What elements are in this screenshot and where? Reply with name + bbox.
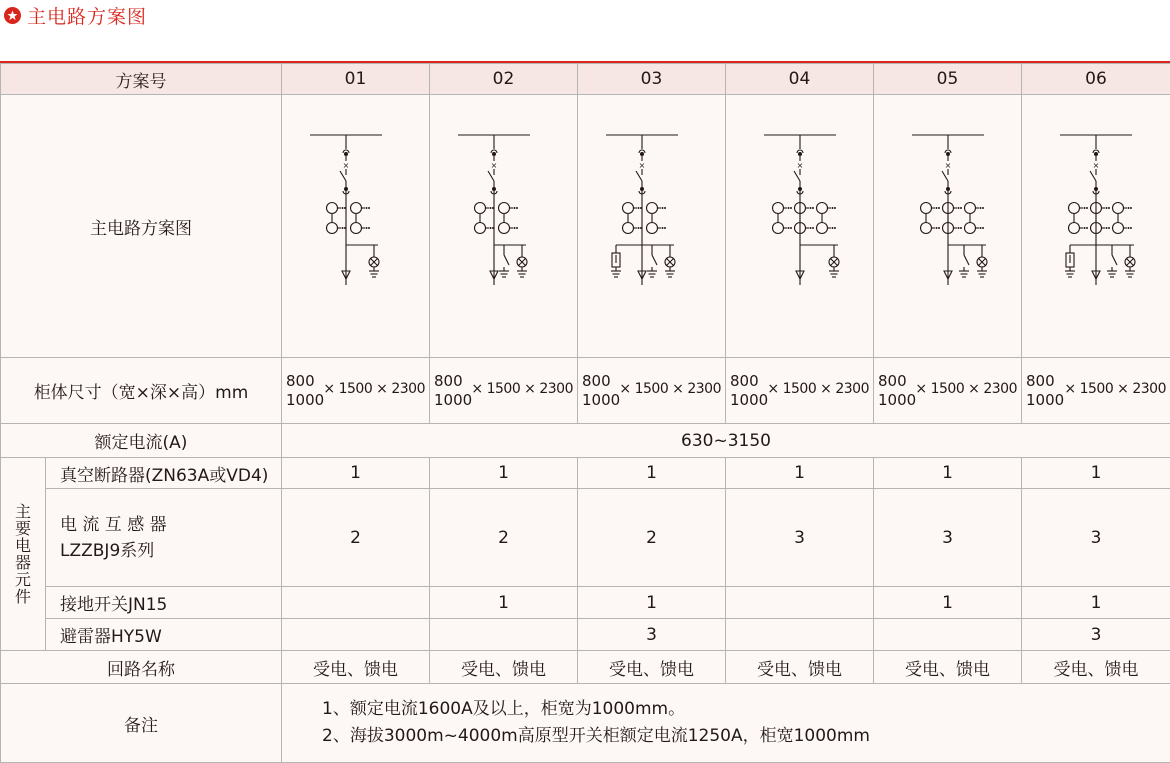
group-label-char: 要 — [1, 520, 45, 537]
current-transformer — [817, 223, 828, 234]
ct-terminal — [514, 207, 516, 209]
component-qty: 3 — [1022, 489, 1170, 587]
earth-switch-blade — [652, 255, 657, 265]
ct-series: LZZBJ9系列 — [60, 538, 281, 564]
component-qty: 2 — [282, 489, 430, 587]
scheme-number: 02 — [430, 64, 578, 95]
ct-terminal — [1084, 227, 1086, 229]
current-transformer — [1113, 203, 1124, 214]
ct-terminal — [1130, 227, 1132, 229]
component-row — [1, 489, 1170, 587]
ct-terminal — [938, 227, 940, 229]
circuit-name: 受电、馈电 — [1022, 651, 1170, 684]
component-qty: 1 — [874, 458, 1022, 489]
contact-dot — [344, 187, 348, 191]
ct-terminal — [492, 227, 494, 229]
component-qty: 2 — [578, 489, 726, 587]
earth-switch-blade — [1112, 255, 1117, 265]
current-transformer — [499, 203, 510, 214]
ct-terminal — [1130, 207, 1132, 209]
current-transformer — [1113, 223, 1124, 234]
component-qty — [874, 619, 1022, 651]
breaker-cross: × — [639, 161, 646, 170]
component-qty: 2 — [430, 489, 578, 587]
component-qty — [726, 619, 874, 651]
current-transformer — [773, 223, 784, 234]
ct-terminal — [490, 227, 492, 229]
ct-terminal — [790, 207, 792, 209]
ct-terminal — [790, 227, 792, 229]
contact-dot — [492, 187, 496, 191]
dimensions-cell — [726, 358, 874, 424]
circuit-diagram — [1022, 95, 1170, 357]
ct-terminal — [664, 207, 666, 209]
component-qty: 1 — [578, 587, 726, 619]
breaker-cross: × — [1093, 161, 1100, 170]
ct-terminal — [958, 207, 960, 209]
current-transformer — [965, 203, 976, 214]
contact-dot — [492, 152, 496, 156]
circuit-name: 受电、馈电 — [874, 651, 1022, 684]
ct-terminal — [982, 207, 984, 209]
dimensions-cell — [430, 358, 578, 424]
depth-height: × 1500 × 2300 — [323, 381, 425, 397]
breaker-blade — [942, 171, 948, 181]
component-row — [1, 587, 1170, 619]
current-transformer — [1069, 223, 1080, 234]
section-title — [4, 2, 147, 28]
contact-dot — [1094, 187, 1098, 191]
ct-terminal — [1108, 227, 1110, 229]
diagram-row — [1, 95, 1170, 358]
group-label-char: 主 — [1, 503, 45, 520]
ct-terminal — [1086, 227, 1088, 229]
ct-terminal — [366, 227, 368, 229]
contact-dot — [946, 187, 950, 191]
ct-terminal — [344, 227, 346, 229]
circuit-name: 受电、馈电 — [282, 651, 430, 684]
current-transformer — [623, 203, 634, 214]
current-transformer — [475, 223, 486, 234]
depth-height: × 1500 × 2300 — [471, 381, 573, 397]
width-1000: 1000 — [434, 391, 472, 410]
ct-terminal — [662, 227, 664, 229]
current-transformer — [351, 203, 362, 214]
diagram-cell — [726, 95, 874, 358]
component-row — [1, 619, 1170, 651]
circuit-diagram — [430, 95, 578, 357]
ct-terminal — [1108, 207, 1110, 209]
ct-terminal — [342, 227, 344, 229]
component-qty: 1 — [1022, 458, 1170, 489]
group-label-char: 电 — [1, 537, 45, 554]
contact-dot — [1094, 152, 1098, 156]
component-qty — [282, 587, 430, 619]
current-transformer — [921, 203, 932, 214]
star-icon — [4, 7, 21, 24]
ct-name: 电 流 互 感 器 — [60, 512, 281, 538]
ct-terminal — [812, 227, 814, 229]
breaker-cross: × — [797, 161, 804, 170]
earth-switch-blade — [964, 255, 969, 265]
breaker-cross: × — [491, 161, 498, 170]
component-qty: 1 — [726, 458, 874, 489]
depth-height: × 1500 × 2300 — [1064, 381, 1166, 397]
breaker-blade — [636, 171, 642, 181]
ct-terminal — [958, 227, 960, 229]
ct-terminal — [960, 227, 962, 229]
current-transformer — [327, 203, 338, 214]
scheme-number: 04 — [726, 64, 874, 95]
component-label: 真空断路器(ZN63A或VD4) — [46, 458, 282, 489]
component-qty: 3 — [726, 489, 874, 587]
group-label-char: 器 — [1, 554, 45, 571]
circuit-name: 受电、馈电 — [726, 651, 874, 684]
current-transformer — [647, 203, 658, 214]
ct-terminal — [516, 227, 518, 229]
depth-height: × 1500 × 2300 — [767, 381, 869, 397]
width-1000: 1000 — [1026, 391, 1064, 410]
width-1000: 1000 — [730, 391, 768, 410]
current-transformer — [1069, 203, 1080, 214]
ct-terminal — [812, 207, 814, 209]
current-transformer — [475, 203, 486, 214]
remarks-text — [282, 684, 1170, 763]
circuit-name: 受电、馈电 — [578, 651, 726, 684]
breaker-blade — [1090, 171, 1096, 181]
ct-terminal — [514, 227, 516, 229]
ct-terminal — [832, 227, 834, 229]
ct-terminal — [664, 227, 666, 229]
ct-terminal — [516, 207, 518, 209]
depth-height: × 1500 × 2300 — [915, 381, 1017, 397]
component-qty — [430, 619, 578, 651]
current-transformer — [773, 203, 784, 214]
section-title-text: 主电路方案图 — [27, 2, 147, 29]
diagram-cell — [874, 95, 1022, 358]
ct-terminal — [980, 227, 982, 229]
remark-line: 2、海拔3000m~4000m高原型开关柜额定电流1250A，柜宽1000mm — [322, 723, 1170, 750]
ct-terminal — [980, 207, 982, 209]
ct-terminal — [1106, 207, 1108, 209]
contact-dot — [946, 152, 950, 156]
ct-terminal — [1106, 227, 1108, 229]
contact-dot — [640, 187, 644, 191]
contact-dot — [798, 152, 802, 156]
width-800: 800 — [286, 372, 324, 391]
width-800: 800 — [582, 372, 620, 391]
ct-terminal — [344, 207, 346, 209]
ct-terminal — [662, 207, 664, 209]
diagram-cell — [1022, 95, 1170, 358]
dimensions-cell — [874, 358, 1022, 424]
component-row — [1, 458, 1170, 489]
group-label-char: 元 — [1, 571, 45, 588]
current-transformer — [647, 223, 658, 234]
component-qty: 1 — [1022, 587, 1170, 619]
component-label — [46, 489, 282, 587]
diagram-row-label: 主电路方案图 — [1, 95, 282, 358]
remarks-row — [1, 684, 1170, 763]
component-qty — [282, 619, 430, 651]
ct-terminal — [368, 207, 370, 209]
component-qty: 1 — [578, 458, 726, 489]
dimensions-row — [1, 358, 1170, 424]
ct-terminal — [936, 227, 938, 229]
ct-terminal — [640, 207, 642, 209]
width-1000: 1000 — [286, 391, 324, 410]
breaker-cross: × — [945, 161, 952, 170]
contact-dot — [640, 152, 644, 156]
circuit-diagram — [282, 95, 430, 357]
component-qty: 3 — [1022, 619, 1170, 651]
dimensions-cell — [1022, 358, 1170, 424]
width-1000: 1000 — [878, 391, 916, 410]
ct-terminal — [936, 207, 938, 209]
circuit-diagram — [578, 95, 726, 357]
diagram-cell — [282, 95, 430, 358]
rated-current-value: 630~3150 — [282, 424, 1170, 458]
ct-terminal — [938, 207, 940, 209]
current-transformer — [351, 223, 362, 234]
remarks-label: 备注 — [1, 684, 282, 763]
ct-terminal — [960, 207, 962, 209]
ct-terminal — [368, 227, 370, 229]
component-label: 避雷器HY5W — [46, 619, 282, 651]
ct-terminal — [1086, 207, 1088, 209]
group-label-char: 件 — [1, 588, 45, 605]
ct-terminal — [1128, 227, 1130, 229]
breaker-blade — [488, 171, 494, 181]
ct-terminal — [1084, 207, 1086, 209]
ct-terminal — [810, 227, 812, 229]
ct-terminal — [810, 207, 812, 209]
breaker-blade — [794, 171, 800, 181]
scheme-number: 06 — [1022, 64, 1170, 95]
contact-dot — [344, 152, 348, 156]
component-qty — [726, 587, 874, 619]
ct-terminal — [1128, 207, 1130, 209]
ct-terminal — [640, 227, 642, 229]
header-label: 方案号 — [1, 64, 282, 95]
width-800: 800 — [878, 372, 916, 391]
ct-terminal — [834, 207, 836, 209]
ct-terminal — [342, 207, 344, 209]
ct-terminal — [366, 207, 368, 209]
ct-terminal — [638, 207, 640, 209]
contact-dot — [798, 187, 802, 191]
component-qty: 3 — [874, 489, 1022, 587]
component-label: 接地开关JN15 — [46, 587, 282, 619]
ct-terminal — [638, 227, 640, 229]
header-row — [1, 64, 1170, 95]
ct-terminal — [788, 207, 790, 209]
remark-line: 1、额定电流1600A及以上，柜宽为1000mm。 — [322, 696, 1170, 723]
width-800: 800 — [730, 372, 768, 391]
circuit-diagram — [726, 95, 874, 357]
scheme-table — [0, 63, 1170, 763]
diagram-cell — [430, 95, 578, 358]
current-transformer — [921, 223, 932, 234]
breaker-blade — [340, 171, 346, 181]
ct-terminal — [834, 227, 836, 229]
component-qty: 1 — [282, 458, 430, 489]
breaker-cross: × — [343, 161, 350, 170]
ct-terminal — [832, 207, 834, 209]
component-qty: 3 — [578, 619, 726, 651]
depth-height: × 1500 × 2300 — [619, 381, 721, 397]
ct-terminal — [788, 227, 790, 229]
ct-terminal — [490, 207, 492, 209]
ct-terminal — [492, 207, 494, 209]
main-components-label — [1, 503, 45, 605]
current-transformer — [623, 223, 634, 234]
circuit-name: 受电、馈电 — [430, 651, 578, 684]
circuit-name-row — [1, 651, 1170, 684]
circuit-diagram — [874, 95, 1022, 357]
dimensions-label: 柜体尺寸（宽×深×高）mm — [1, 358, 282, 424]
width-800: 800 — [1026, 372, 1064, 391]
current-transformer — [327, 223, 338, 234]
dimensions-cell — [282, 358, 430, 424]
current-transformer — [499, 223, 510, 234]
rated-current-label: 额定电流(A) — [1, 424, 282, 458]
scheme-number: 03 — [578, 64, 726, 95]
circuit-name-label: 回路名称 — [1, 651, 282, 684]
ct-terminal — [982, 227, 984, 229]
main-components-group — [1, 458, 46, 651]
width-800: 800 — [434, 372, 472, 391]
current-transformer — [817, 203, 828, 214]
component-qty: 1 — [430, 587, 578, 619]
component-qty: 1 — [430, 458, 578, 489]
scheme-number: 05 — [874, 64, 1022, 95]
component-qty: 1 — [874, 587, 1022, 619]
rated-current-row — [1, 424, 1170, 458]
current-transformer — [965, 223, 976, 234]
earth-switch-blade — [504, 255, 509, 265]
dimensions-cell — [578, 358, 726, 424]
scheme-number: 01 — [282, 64, 430, 95]
diagram-cell — [578, 95, 726, 358]
width-1000: 1000 — [582, 391, 620, 410]
